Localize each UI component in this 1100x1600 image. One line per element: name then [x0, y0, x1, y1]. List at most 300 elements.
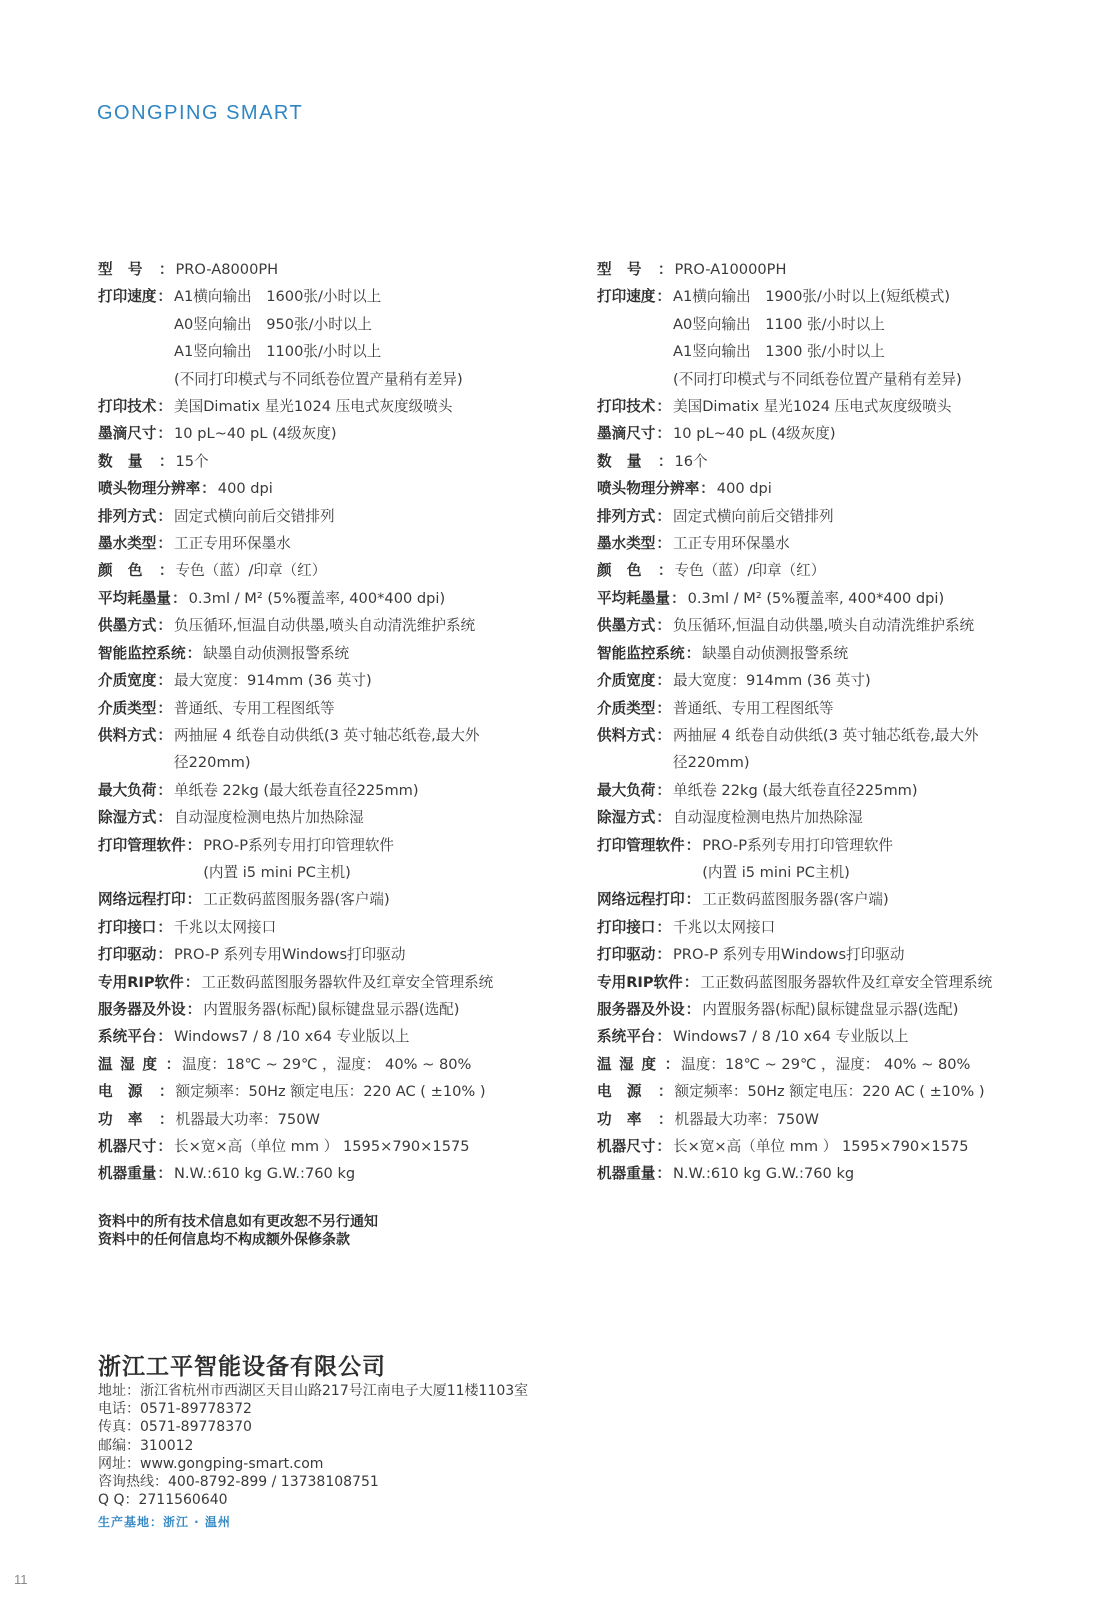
spec-value: 最大宽度：914mm (36 英寸)	[174, 672, 372, 690]
spec-label: 颜色	[98, 562, 158, 580]
spec-values	[174, 667, 372, 694]
spec-values	[673, 941, 904, 968]
spec-value: 内置服务器(标配)鼠标键盘显示器(选配)	[203, 1000, 460, 1018]
spec-label: 打印管理软件	[597, 836, 685, 854]
spec-values	[174, 1160, 355, 1187]
spec-row	[98, 393, 598, 420]
spec-values	[674, 1078, 984, 1105]
fax: 传真：0571-89778370	[98, 1419, 252, 1436]
spec-separator: ：	[186, 1000, 202, 1018]
spec-row	[98, 695, 598, 722]
spec-label: 打印接口	[597, 918, 656, 936]
spec-row	[98, 941, 598, 968]
spec-label: 网络远程打印	[597, 891, 685, 909]
brand-title: GONGPING SMART	[97, 102, 304, 124]
spec-values	[702, 832, 893, 887]
spec-label: 供料方式	[597, 726, 656, 744]
spec-label: 打印接口	[98, 918, 157, 936]
spec-label: 服务器及外设	[597, 1000, 685, 1018]
spec-separator: ：	[157, 1138, 172, 1155]
spec-value: 10 pL~40 pL (4级灰度)	[673, 425, 836, 443]
spec-separator: ：	[656, 507, 671, 525]
spec-value: PRO-A8000PH	[175, 261, 279, 278]
spec-row	[597, 1078, 1097, 1105]
contact-info	[98, 1382, 528, 1509]
spec-values	[174, 1133, 470, 1160]
spec-row	[597, 996, 1097, 1023]
spec-value: 负压循环,恒温自动供墨,喷头自动清洗维护系统	[174, 617, 476, 635]
spec-row	[98, 420, 598, 447]
spec-separator: ：	[683, 973, 699, 991]
spec-separator: ：	[157, 617, 172, 635]
spec-label: 除湿方式	[98, 809, 157, 827]
spec-list-pro-a10000ph	[597, 256, 1097, 1188]
spec-value: 内置服务器(标配)鼠标键盘显示器(选配)	[702, 1000, 959, 1018]
spec-separator: ：	[158, 452, 174, 470]
spec-value: PRO-P系列专用打印管理软件	[203, 836, 395, 854]
spec-values	[717, 475, 772, 502]
spec-value: A1横向输出 1600张/小时以上	[174, 288, 382, 306]
spec-label: 打印速度	[98, 288, 157, 306]
spec-row	[98, 1078, 598, 1105]
spec-label: 机器尺寸	[597, 1138, 656, 1155]
spec-value: 15个	[175, 452, 209, 470]
spec-row	[98, 503, 598, 530]
spec-value: 机器最大功率：750W	[674, 1110, 819, 1128]
spec-values	[201, 969, 493, 996]
spec-label: 功率	[98, 1110, 158, 1128]
spec-value: 温度：18℃ ~ 29℃ ，湿度： 40% ~ 80%	[182, 1055, 472, 1073]
spec-value: 单纸卷 22kg (最大纸卷直径225mm)	[174, 781, 419, 799]
spec-row	[597, 969, 1097, 996]
spec-label: 系统平台	[597, 1028, 656, 1046]
spec-separator: ：	[657, 1083, 673, 1101]
spec-row	[597, 640, 1097, 667]
spec-value: 最大宽度：914mm (36 英寸)	[673, 672, 871, 690]
spec-value: 缺墨自动侦测报警系统	[203, 644, 350, 662]
spec-value: 千兆以太网接口	[174, 918, 277, 936]
spec-values	[174, 941, 405, 968]
spec-label: 电源	[98, 1083, 158, 1101]
spec-label: 智能监控系统	[597, 644, 685, 662]
spec-label: 型号	[98, 261, 158, 278]
spec-value: 美国Dimatix 星光1024 压电式灰度级喷头	[174, 398, 453, 416]
spec-row	[98, 832, 598, 887]
spec-value: 16个	[674, 452, 708, 470]
spec-separator: ：	[158, 562, 174, 580]
spec-separator: ：	[157, 918, 172, 936]
spec-value: 单纸卷 22kg (最大纸卷直径225mm)	[673, 781, 918, 799]
spec-label: 型号	[597, 261, 657, 278]
spec-separator: ：	[657, 562, 673, 580]
spec-label: 最大负荷	[98, 781, 157, 799]
spec-label: 功率	[597, 1110, 657, 1128]
spec-row	[597, 557, 1097, 584]
spec-label: 系统平台	[98, 1028, 157, 1046]
spec-separator: ：	[656, 1138, 671, 1155]
spec-values	[174, 1023, 410, 1050]
spec-row	[597, 886, 1097, 913]
spec-separator: ：	[157, 1165, 172, 1183]
spec-row	[597, 777, 1097, 804]
spec-separator: ：	[656, 809, 671, 827]
spec-label: 墨水类型	[597, 535, 656, 553]
spec-value: A0竖向输出 1100 张/小时以上	[673, 315, 885, 333]
spec-row	[98, 557, 598, 584]
spec-label: 打印驱动	[98, 946, 157, 964]
spec-separator: ：	[186, 891, 202, 909]
spec-value: 普通纸、专用工程图纸等	[174, 699, 335, 717]
spec-values	[673, 1160, 854, 1187]
spec-label: 打印技术	[98, 398, 157, 416]
spec-row	[98, 256, 598, 283]
spec-separator: ：	[656, 781, 671, 799]
spec-label: 专用RIP软件	[597, 973, 683, 991]
spec-label: 介质类型	[98, 699, 157, 717]
spec-value: PRO-P系列专用打印管理软件	[702, 836, 894, 854]
spec-row	[597, 503, 1097, 530]
spec-value: 固定式横向前后交错排列	[673, 507, 834, 525]
spec-separator: ：	[158, 1083, 174, 1101]
spec-value: 长×宽×高（单位 mm ） 1595×790×1575	[673, 1138, 969, 1155]
spec-values	[175, 557, 326, 584]
spec-values	[674, 256, 786, 283]
spec-row	[98, 640, 598, 667]
spec-value: 缺墨自动侦测报警系统	[702, 644, 849, 662]
spec-row	[98, 1051, 598, 1078]
spec-separator: ：	[657, 261, 673, 278]
spec-value: 固定式横向前后交错排列	[174, 507, 335, 525]
spec-row	[98, 612, 598, 639]
spec-value: 400 dpi	[716, 480, 772, 498]
spec-values	[175, 1106, 319, 1133]
spec-values	[673, 530, 790, 557]
spec-row	[98, 530, 598, 557]
spec-value: Windows7 / 8 /10 x64 专业版以上	[174, 1028, 410, 1046]
spec-separator: ：	[685, 644, 701, 662]
spec-values	[681, 1051, 970, 1078]
spec-value: 专色（蓝）/印章（红）	[175, 562, 327, 580]
spec-label: 最大负荷	[597, 781, 656, 799]
spec-value: 额定频率：50Hz 额定电压：220 AC ( ±10% )	[175, 1083, 486, 1101]
spec-value: N.W.:610 kg G.W.:760 kg	[174, 1165, 356, 1183]
spec-values	[218, 475, 273, 502]
spec-label: 智能监控系统	[98, 644, 186, 662]
spec-row	[98, 996, 598, 1023]
spec-separator: ：	[670, 589, 686, 607]
spec-row	[98, 1133, 598, 1160]
disclaimer-line: 资料中的所有技术信息如有更改恕不另行通知	[98, 1214, 378, 1230]
page-number: 11	[14, 1572, 28, 1587]
spec-value: PRO-P 系列专用Windows打印驱动	[673, 946, 905, 964]
spec-value: 径220mm)	[673, 754, 750, 772]
spec-label: 温湿度	[597, 1055, 664, 1073]
spec-label: 打印管理软件	[98, 836, 186, 854]
spec-value: 工正数码蓝图服务器软件及红章安全管理系统	[700, 973, 993, 991]
spec-label: 网络远程打印	[98, 891, 186, 909]
spec-separator: ：	[685, 1000, 701, 1018]
spec-value: PRO-P 系列专用Windows打印驱动	[174, 946, 406, 964]
spec-separator: ：	[700, 480, 715, 498]
spec-values	[174, 393, 452, 420]
spec-row	[98, 667, 598, 694]
spec-label: 专用RIP软件	[98, 973, 184, 991]
spec-label: 温湿度	[98, 1055, 165, 1073]
spec-label: 供墨方式	[597, 617, 656, 635]
spec-separator: ：	[656, 425, 671, 443]
spec-label: 打印驱动	[597, 946, 656, 964]
spec-row	[597, 393, 1097, 420]
spec-value: 400 dpi	[217, 480, 273, 498]
spec-values	[174, 530, 291, 557]
spec-value: (不同打印模式与不同纸卷位置产量稍有差异)	[174, 370, 463, 388]
spec-values	[688, 585, 945, 612]
phone: 电话：0571-89778372	[98, 1401, 252, 1418]
spec-value: A1横向输出 1900张/小时以上(短纸模式)	[673, 288, 951, 306]
spec-label: 排列方式	[597, 507, 656, 525]
spec-row	[597, 1051, 1097, 1078]
spec-value: 负压循环,恒温自动供墨,喷头自动清洗维护系统	[673, 617, 975, 635]
spec-value: 自动湿度检测电热片加热除湿	[673, 809, 863, 827]
spec-values	[174, 777, 419, 804]
spec-label: 数量	[597, 452, 657, 470]
spec-values	[673, 1023, 909, 1050]
spec-label: 电源	[597, 1083, 657, 1101]
spec-values	[673, 393, 951, 420]
spec-values	[203, 886, 390, 913]
spec-values	[203, 640, 349, 667]
spec-row	[98, 914, 598, 941]
spec-separator: ：	[157, 809, 172, 827]
spec-row	[597, 420, 1097, 447]
spec-row	[597, 804, 1097, 831]
spec-values	[700, 969, 992, 996]
spec-row	[597, 832, 1097, 887]
website: 网址：www.gongping-smart.com	[98, 1455, 324, 1472]
spec-label: 排列方式	[98, 507, 157, 525]
spec-row	[597, 1133, 1097, 1160]
spec-value: 工正专用环保墨水	[673, 535, 790, 553]
spec-label: 打印速度	[597, 288, 656, 306]
spec-label: 打印技术	[597, 398, 656, 416]
spec-label: 机器重量	[597, 1165, 656, 1183]
spec-values	[674, 1106, 818, 1133]
spec-value: 工正数码蓝图服务器软件及红章安全管理系统	[201, 973, 494, 991]
spec-row	[597, 530, 1097, 557]
spec-label: 喷头物理分辨率	[597, 480, 700, 498]
spec-values	[674, 557, 825, 584]
spec-label: 除湿方式	[597, 809, 656, 827]
spec-separator: ：	[656, 699, 671, 717]
spec-values	[175, 1078, 485, 1105]
spec-row	[597, 1023, 1097, 1050]
disclaimer-line: 资料中的任何信息均不构成额外保修条款	[98, 1232, 350, 1248]
spec-list-pro-a8000ph	[98, 256, 598, 1188]
address: 地址：浙江省杭州市西湖区天目山路217号江南电子大厦11楼1103室	[98, 1383, 529, 1399]
spec-separator: ：	[157, 781, 172, 799]
spec-separator: ：	[157, 946, 172, 964]
spec-value: 工正数码蓝图服务器(客户端)	[702, 891, 889, 909]
spec-row	[98, 804, 598, 831]
spec-separator: ：	[157, 699, 172, 717]
spec-values	[673, 667, 871, 694]
spec-value: A0竖向输出 950张/小时以上	[174, 315, 372, 333]
spec-separator: ：	[664, 1055, 680, 1073]
spec-row	[98, 1106, 598, 1133]
spec-label: 服务器及外设	[98, 1000, 186, 1018]
postcode: 邮编：310012	[98, 1437, 194, 1454]
spec-values	[673, 722, 979, 777]
spec-label: 墨滴尺寸	[98, 425, 157, 443]
company-name: 浙江工平智能设备有限公司	[98, 1354, 386, 1380]
spec-separator: ：	[158, 1110, 174, 1128]
spec-row	[98, 722, 598, 777]
spec-row	[597, 722, 1097, 777]
spec-label: 墨水类型	[98, 535, 157, 553]
spec-values	[673, 695, 834, 722]
spec-row	[597, 585, 1097, 612]
spec-row	[98, 585, 598, 612]
spec-separator: ：	[685, 891, 701, 909]
spec-values	[702, 996, 958, 1023]
spec-row	[98, 1160, 598, 1187]
spec-values	[189, 585, 446, 612]
spec-row	[98, 448, 598, 475]
spec-separator: ：	[157, 1028, 172, 1046]
spec-separator: ：	[157, 672, 172, 690]
spec-row	[98, 777, 598, 804]
spec-value: 工正数码蓝图服务器(客户端)	[203, 891, 390, 909]
spec-label: 颜色	[597, 562, 657, 580]
spec-separator: ：	[656, 535, 671, 553]
spec-row	[597, 475, 1097, 502]
qq: Q Q：2711560640	[98, 1492, 228, 1509]
spec-value: 普通纸、专用工程图纸等	[673, 699, 834, 717]
hotline: 咨询热线：400-8792-899 / 13738108751	[98, 1474, 379, 1491]
spec-values	[673, 1133, 969, 1160]
spec-values	[203, 996, 459, 1023]
spec-value: 0.3ml / M² (5%覆盖率, 400*400 dpi)	[687, 589, 945, 607]
spec-separator: ：	[656, 946, 671, 964]
spec-value: N.W.:610 kg G.W.:760 kg	[673, 1165, 855, 1183]
spec-label: 机器尺寸	[98, 1138, 157, 1155]
spec-separator: ：	[656, 918, 671, 936]
spec-values	[673, 777, 918, 804]
spec-separator: ：	[184, 973, 200, 991]
spec-values	[674, 448, 707, 475]
spec-values	[702, 886, 889, 913]
spec-value: 温度：18℃ ~ 29℃ ，湿度： 40% ~ 80%	[681, 1055, 971, 1073]
spec-separator: ：	[171, 589, 187, 607]
spec-row	[597, 612, 1097, 639]
spec-values	[673, 503, 834, 530]
spec-separator: ：	[201, 480, 216, 498]
spec-row	[597, 283, 1097, 393]
spec-value: 额定频率：50Hz 额定电压：220 AC ( ±10% )	[674, 1083, 985, 1101]
spec-separator: ：	[656, 398, 671, 416]
spec-values	[203, 832, 394, 887]
spec-separator: ：	[157, 726, 172, 744]
spec-row	[98, 886, 598, 913]
spec-values	[702, 640, 848, 667]
spec-separator: ：	[656, 1028, 671, 1046]
spec-values	[673, 914, 775, 941]
spec-label: 平均耗墨量	[98, 589, 171, 607]
spec-values	[673, 420, 836, 447]
spec-value: 工正专用环保墨水	[174, 535, 291, 553]
spec-separator: ：	[165, 1055, 181, 1073]
spec-separator: ：	[157, 425, 172, 443]
spec-value: (内置 i5 mini PC主机)	[702, 863, 850, 881]
spec-separator: ：	[656, 726, 671, 744]
spec-separator: ：	[656, 1165, 671, 1183]
spec-value: 两抽屉 4 纸卷自动供纸(3 英寸轴芯纸卷,最大外	[174, 726, 480, 744]
spec-values	[174, 283, 463, 393]
spec-separator: ：	[157, 398, 172, 416]
spec-row	[98, 283, 598, 393]
spec-value: A1竖向输出 1100张/小时以上	[174, 343, 382, 361]
spec-label: 介质宽度	[98, 672, 157, 690]
spec-values	[175, 256, 278, 283]
spec-label: 数量	[98, 452, 158, 470]
spec-label: 供墨方式	[98, 617, 157, 635]
spec-value: 自动湿度检测电热片加热除湿	[174, 809, 364, 827]
spec-value: 美国Dimatix 星光1024 压电式灰度级喷头	[673, 398, 952, 416]
spec-row	[597, 941, 1097, 968]
spec-separator: ：	[657, 1110, 673, 1128]
spec-row	[597, 1106, 1097, 1133]
spec-value: 两抽屉 4 纸卷自动供纸(3 英寸轴芯纸卷,最大外	[673, 726, 979, 744]
spec-row	[597, 914, 1097, 941]
spec-label: 介质类型	[597, 699, 656, 717]
spec-value: A1竖向输出 1300 张/小时以上	[673, 343, 885, 361]
spec-separator: ：	[685, 836, 701, 854]
spec-row	[98, 1023, 598, 1050]
spec-row	[98, 969, 598, 996]
spec-values	[673, 804, 863, 831]
spec-values	[174, 420, 337, 447]
spec-values	[673, 612, 974, 639]
spec-value: 机器最大功率：750W	[175, 1110, 320, 1128]
spec-label: 介质宽度	[597, 672, 656, 690]
spec-separator: ：	[157, 288, 172, 306]
spec-row	[597, 695, 1097, 722]
spec-separator: ：	[157, 507, 172, 525]
spec-separator: ：	[157, 535, 172, 553]
spec-value: Windows7 / 8 /10 x64 专业版以上	[673, 1028, 909, 1046]
spec-separator: ：	[656, 672, 671, 690]
spec-value: 长×宽×高（单位 mm ） 1595×790×1575	[174, 1138, 470, 1155]
spec-values	[175, 448, 208, 475]
spec-values	[174, 914, 276, 941]
spec-value: (内置 i5 mini PC主机)	[203, 863, 351, 881]
spec-value: 10 pL~40 pL (4级灰度)	[174, 425, 337, 443]
spec-value: 径220mm)	[174, 754, 251, 772]
spec-values	[174, 804, 364, 831]
spec-separator: ：	[186, 836, 202, 854]
spec-values	[182, 1051, 471, 1078]
spec-row	[597, 448, 1097, 475]
spec-row	[597, 256, 1097, 283]
spec-row	[597, 1160, 1097, 1187]
disclaimer-notes	[98, 1213, 378, 1249]
spec-row	[597, 667, 1097, 694]
spec-values	[174, 695, 335, 722]
spec-value: 专色（蓝）/印章（红）	[674, 562, 826, 580]
spec-values	[174, 612, 475, 639]
spec-values	[174, 722, 480, 777]
production-base: 生产基地：浙江 · 温州	[98, 1515, 231, 1529]
